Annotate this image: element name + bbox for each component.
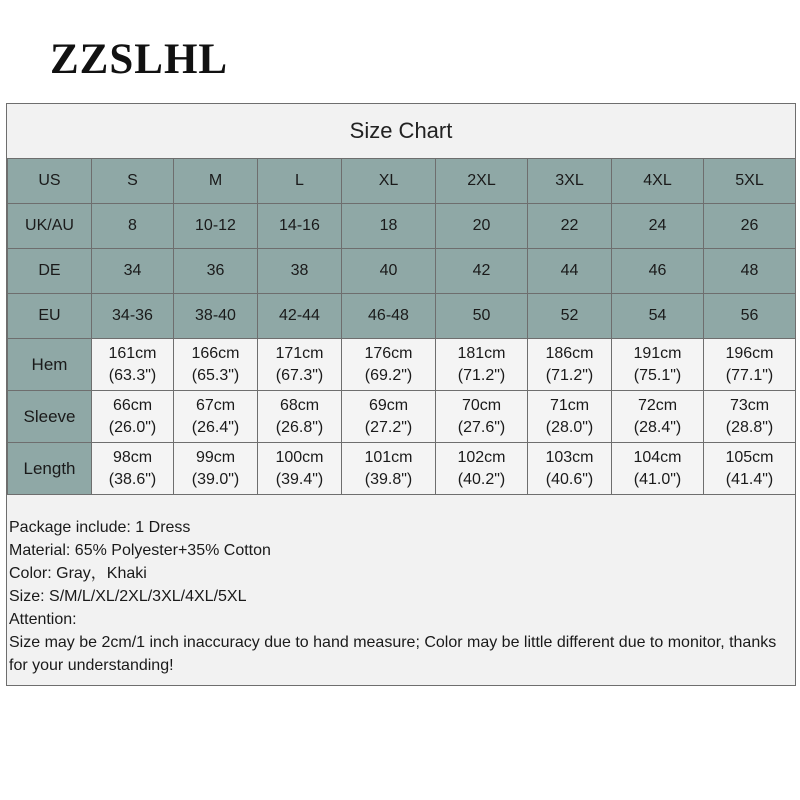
- row-label: Hem: [8, 339, 92, 391]
- table-cell: 22: [528, 204, 612, 249]
- row-label: Sleeve: [8, 391, 92, 443]
- cm-value: 68cm: [279, 396, 320, 414]
- cm-value: 191cm: [633, 344, 682, 362]
- size-chart-title: Size Chart: [7, 104, 795, 159]
- measurement-cell: [258, 443, 342, 495]
- cm-value: 98cm: [112, 448, 153, 466]
- header-size: S: [92, 159, 174, 204]
- cm-value: 102cm: [457, 448, 506, 466]
- cm-value: 67cm: [195, 396, 236, 414]
- inch-value: (75.1"): [633, 366, 682, 384]
- cm-value: 181cm: [457, 344, 506, 362]
- inch-value: (67.3"): [275, 366, 324, 384]
- cm-value: 71cm: [549, 396, 590, 414]
- inch-value: (65.3"): [191, 366, 240, 384]
- table-cell: 44: [528, 249, 612, 294]
- inch-value: (28.4"): [633, 418, 682, 436]
- measurement-row: [8, 339, 796, 391]
- table-cell: 48: [704, 249, 796, 294]
- cm-value: 166cm: [191, 344, 240, 362]
- inch-value: (63.3"): [108, 366, 157, 384]
- table-cell: 8: [92, 204, 174, 249]
- table-cell: 46: [612, 249, 704, 294]
- brand-logo-text: ZZSLHL: [50, 36, 229, 83]
- table-cell: 34-36: [92, 294, 174, 339]
- measurement-cell: [612, 391, 704, 443]
- cm-value: 66cm: [112, 396, 153, 414]
- cm-value: 69cm: [368, 396, 409, 414]
- inch-value: (69.2"): [364, 366, 413, 384]
- inch-value: (28.0"): [545, 418, 594, 436]
- measurement-cell: [704, 391, 796, 443]
- inch-value: (41.0"): [633, 470, 682, 488]
- table-cell: 46-48: [342, 294, 436, 339]
- inch-value: (40.6"): [545, 470, 594, 488]
- cm-value: 176cm: [364, 344, 413, 362]
- cm-value: 161cm: [108, 344, 157, 362]
- header-size: XL: [342, 159, 436, 204]
- measurement-cell: [436, 391, 528, 443]
- cm-value: 103cm: [545, 448, 594, 466]
- table-cell: 42: [436, 249, 528, 294]
- inch-value: (39.8"): [364, 470, 413, 488]
- cm-value: 73cm: [729, 396, 770, 414]
- material-note: Material: 65% Polyester+35% Cotton: [9, 542, 271, 559]
- table-cell: 40: [342, 249, 436, 294]
- cm-value: 70cm: [461, 396, 502, 414]
- table-cell: 14-16: [258, 204, 342, 249]
- header-size: 4XL: [612, 159, 704, 204]
- attention-note: Attention:: [9, 611, 77, 628]
- size-chart-panel: [6, 103, 796, 686]
- inch-value: (26.8"): [275, 418, 324, 436]
- measurement-cell: [92, 391, 174, 443]
- inch-value: (40.2"): [457, 470, 506, 488]
- inch-value: (26.0"): [108, 418, 157, 436]
- measurement-cell: [704, 339, 796, 391]
- table-cell: 42-44: [258, 294, 342, 339]
- measurement-cell: [528, 339, 612, 391]
- measurement-cell: [174, 339, 258, 391]
- inch-value: (71.2"): [545, 366, 594, 384]
- inch-value: (39.4"): [275, 470, 324, 488]
- header-size: 3XL: [528, 159, 612, 204]
- color-note: Color: Gray，Khaki: [9, 565, 147, 582]
- disclaimer-note: Size may be 2cm/1 inch inaccuracy due to hand measure; Color may be little different due to monitor, thanks for your understanding!: [9, 634, 777, 674]
- size-note: Size: S/M/L/XL/2XL/3XL/4XL/5XL: [9, 588, 247, 605]
- measurement-cell: [92, 339, 174, 391]
- measurement-cell: [704, 443, 796, 495]
- cm-value: 104cm: [633, 448, 682, 466]
- cm-value: 196cm: [725, 344, 774, 362]
- inch-value: (39.0"): [191, 470, 240, 488]
- table-cell: 24: [612, 204, 704, 249]
- cm-value: 101cm: [364, 448, 413, 466]
- inch-value: (41.4"): [725, 470, 774, 488]
- measurement-cell: [342, 339, 436, 391]
- table-cell: 52: [528, 294, 612, 339]
- measurement-cell: [92, 443, 174, 495]
- table-cell: 10-12: [174, 204, 258, 249]
- table-header-row: [8, 159, 796, 204]
- measurement-cell: [174, 391, 258, 443]
- product-notes: [7, 514, 795, 679]
- measurement-cell: [436, 443, 528, 495]
- table-cell: 26: [704, 204, 796, 249]
- size-conversion-row: [8, 294, 796, 339]
- header-size: L: [258, 159, 342, 204]
- measurement-cell: [528, 443, 612, 495]
- measurement-cell: [342, 443, 436, 495]
- cm-value: 105cm: [725, 448, 774, 466]
- size-conversion-row: [8, 204, 796, 249]
- row-label: EU: [8, 294, 92, 339]
- header-label: US: [8, 159, 92, 204]
- table-cell: 54: [612, 294, 704, 339]
- inch-value: (27.6"): [457, 418, 506, 436]
- cm-value: 99cm: [195, 448, 236, 466]
- table-cell: 38: [258, 249, 342, 294]
- cm-value: 72cm: [637, 396, 678, 414]
- table-cell: 38-40: [174, 294, 258, 339]
- cm-value: 186cm: [545, 344, 594, 362]
- row-label: Length: [8, 443, 92, 495]
- measurement-cell: [612, 443, 704, 495]
- table-cell: 34: [92, 249, 174, 294]
- table-cell: 18: [342, 204, 436, 249]
- header-size: 5XL: [704, 159, 796, 204]
- measurement-cell: [436, 339, 528, 391]
- measurement-cell: [258, 339, 342, 391]
- measurement-cell: [528, 391, 612, 443]
- measurement-row: [8, 443, 796, 495]
- header-size: M: [174, 159, 258, 204]
- table-cell: 36: [174, 249, 258, 294]
- table-cell: 50: [436, 294, 528, 339]
- measurement-cell: [258, 391, 342, 443]
- measurement-row: [8, 391, 796, 443]
- measurement-cell: [174, 443, 258, 495]
- header-size: 2XL: [436, 159, 528, 204]
- measurement-cell: [612, 339, 704, 391]
- measurement-cell: [342, 391, 436, 443]
- inch-value: (77.1"): [725, 366, 774, 384]
- inch-value: (71.2"): [457, 366, 506, 384]
- inch-value: (38.6"): [108, 470, 157, 488]
- inch-value: (27.2"): [364, 418, 413, 436]
- table-cell: 20: [436, 204, 528, 249]
- package-note: Package include: 1 Dress: [9, 519, 191, 536]
- inch-value: (26.4"): [191, 418, 240, 436]
- cm-value: 171cm: [275, 344, 324, 362]
- size-conversion-row: [8, 249, 796, 294]
- row-label: DE: [8, 249, 92, 294]
- inch-value: (28.8"): [725, 418, 774, 436]
- size-table: [7, 158, 796, 495]
- row-label: UK/AU: [8, 204, 92, 249]
- table-cell: 56: [704, 294, 796, 339]
- cm-value: 100cm: [275, 448, 324, 466]
